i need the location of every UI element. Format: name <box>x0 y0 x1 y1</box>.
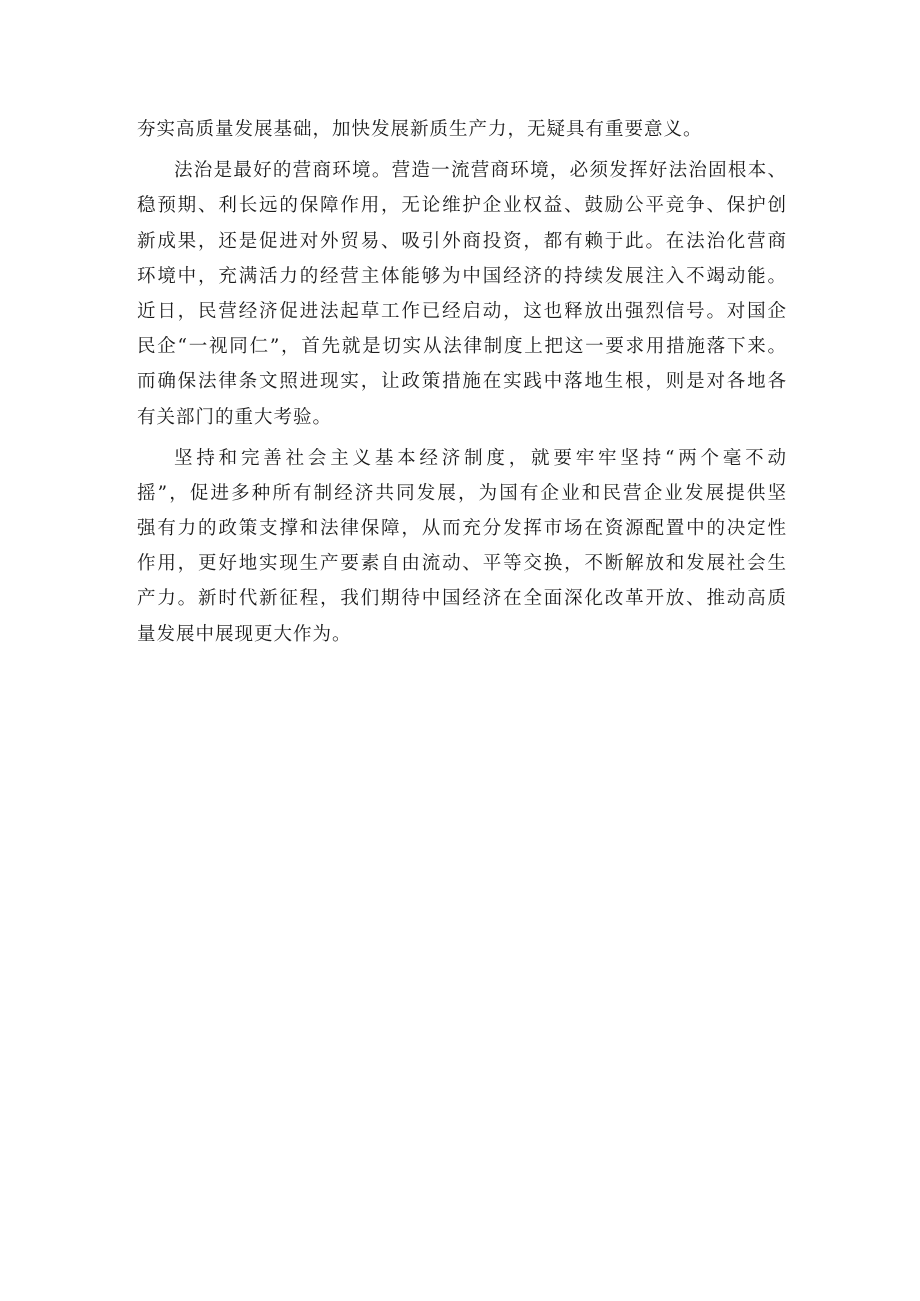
paragraph-line: 法治是最好的营商环境。营造一流营商环境，必须发挥好法治固根本、 <box>174 160 787 182</box>
paragraph-line: 新成果，还是促进对外贸易、吸引外商投资，都有赖于此。在法治化营商 <box>137 230 787 252</box>
article-body <box>137 112 787 652</box>
paragraph-line: 环境中，充满活力的经营主体能够为中国经济的持续发展注入不竭动能。 <box>137 265 787 287</box>
paragraph-line: 民企“一视同仁”，首先就是切实从法律制度上把这一要求用措施落下来。 <box>137 336 787 358</box>
paragraph-1 <box>137 112 787 147</box>
paragraph-line: 有关部门的重大考验。 <box>137 406 333 428</box>
paragraph-line: 强有力的政策支撑和法律保障，从而充分发挥市场在资源配置中的决定性 <box>137 518 787 540</box>
paragraph-line: 稳预期、利长远的保障作用，无论维护企业权益、鼓励公平竞争、保护创 <box>137 195 787 217</box>
paragraph-line: 作用，更好地实现生产要素自由流动、平等交换，不断解放和发展社会生 <box>137 553 787 575</box>
paragraph-line: 坚持和完善社会主义基本经济制度，就要牢牢坚持“两个毫不动 <box>174 447 787 469</box>
paragraph-3 <box>137 441 787 652</box>
paragraph-2 <box>137 153 787 435</box>
paragraph-line: 近日，民营经济促进法起草工作已经启动，这也释放出强烈信号。对国企 <box>137 300 787 322</box>
paragraph-line: 而确保法律条文照进现实，让政策措施在实践中落地生根，则是对各地各 <box>137 371 787 393</box>
paragraph-line: 产力。新时代新征程，我们期待中国经济在全面深化改革开放、推动高质 <box>137 588 787 610</box>
paragraph-line: 摇”，促进多种所有制经济共同发展，为国有企业和民营企业发展提供坚 <box>137 482 787 504</box>
paragraph-line: 夯实高质量发展基础，加快发展新质生产力，无疑具有重要意义。 <box>137 119 703 140</box>
paragraph-line: 量发展中展现更大作为。 <box>137 623 352 645</box>
